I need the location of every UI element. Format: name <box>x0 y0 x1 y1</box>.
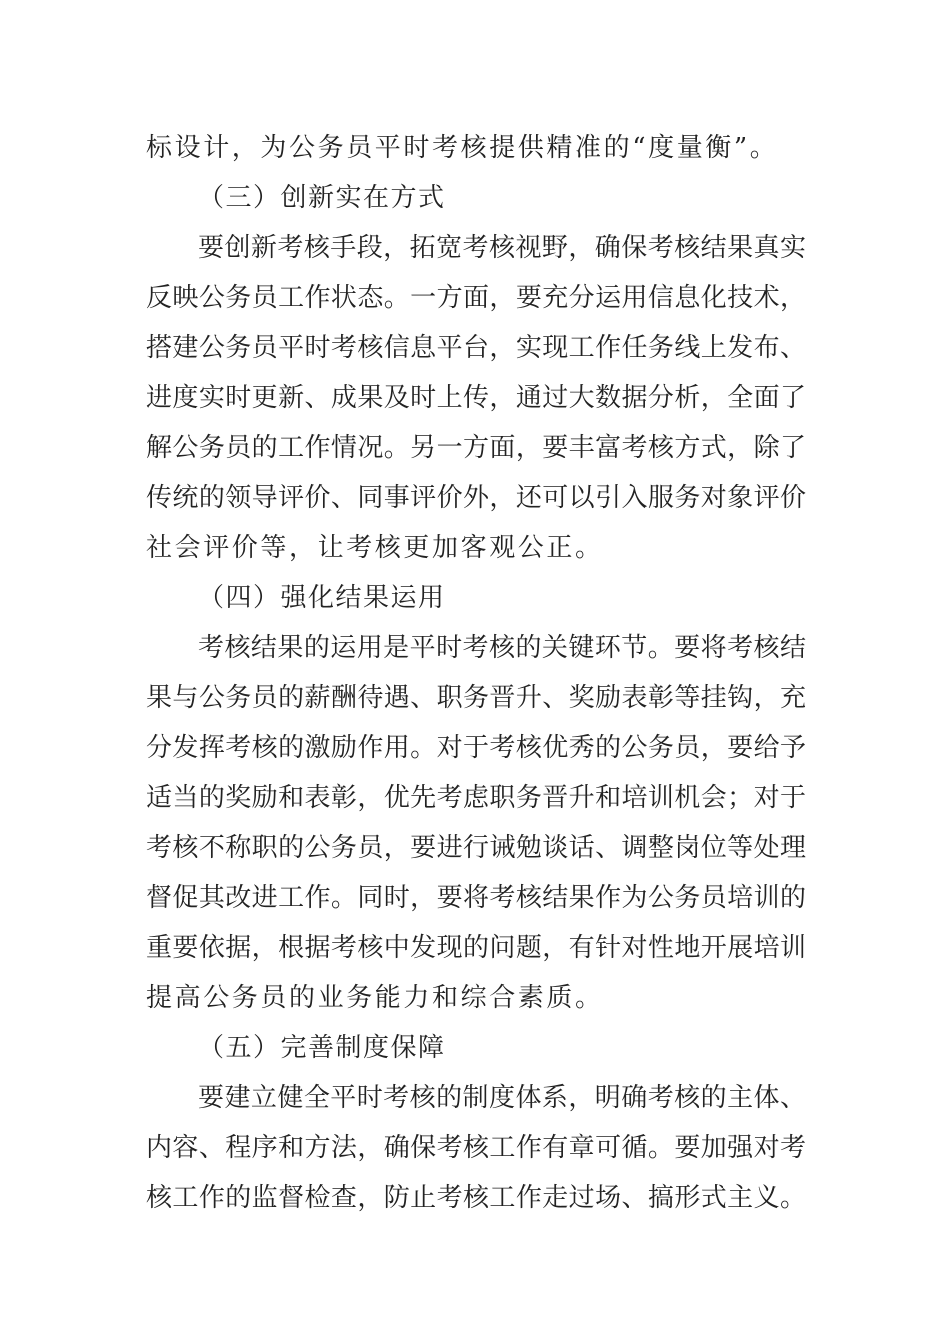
text-line: 反映公务员工作状态。一方面，要充分运用信息化技术， <box>146 283 806 313</box>
text-line: 解公务员的工作情况。另一方面，要丰富考核方式，除了 <box>146 433 806 463</box>
text-line: 提高公务员的业务能力和综合素质。 <box>146 983 604 1013</box>
text-line: 要建立健全平时考核的制度体系，明确考核的主体、 <box>198 1083 806 1113</box>
text-line: 核工作的监督检查，防止考核工作走过场、搞形式主义。 <box>146 1183 806 1213</box>
text-line: 重要依据，根据考核中发现的问题，有针对性地开展培训 <box>146 933 806 963</box>
text-line: 要创新考核手段，拓宽考核视野，确保考核结果真实 <box>198 233 806 263</box>
text-line: 考核结果的运用是平时考核的关键环节。要将考核结 <box>198 633 806 663</box>
text-line: 分发挥考核的激励作用。对于考核优秀的公务员，要给予 <box>146 733 806 763</box>
section-heading: （四）强化结果运用 <box>198 583 446 613</box>
section-heading: （三）创新实在方式 <box>198 183 446 213</box>
text-line: 考核不称职的公务员，要进行诫勉谈话、调整岗位等处理 <box>146 833 806 863</box>
text-line: 适当的奖励和表彰，优先考虑职务晋升和培训机会；对于 <box>146 783 806 813</box>
text-line: 标设计，为公务员平时考核提供精准的“度量衡”。 <box>146 133 779 163</box>
text-line: 果与公务员的薪酬待遇、职务晋升、奖励表彰等挂钩，充 <box>146 683 806 713</box>
text-line: 督促其改进工作。同时，要将考核结果作为公务员培训的 <box>146 883 806 913</box>
section-heading: （五）完善制度保障 <box>198 1033 446 1063</box>
text-line: 进度实时更新、成果及时上传，通过大数据分析，全面了 <box>146 383 806 413</box>
text-line: 内容、程序和方法，确保考核工作有章可循。要加强对考 <box>146 1133 806 1163</box>
text-line: 传统的领导评价、同事评价外，还可以引入服务对象评价 <box>146 483 806 513</box>
text-line: 社会评价等，让考核更加客观公正。 <box>146 533 604 563</box>
text-line: 搭建公务员平时考核信息平台，实现工作任务线上发布、 <box>146 333 806 363</box>
